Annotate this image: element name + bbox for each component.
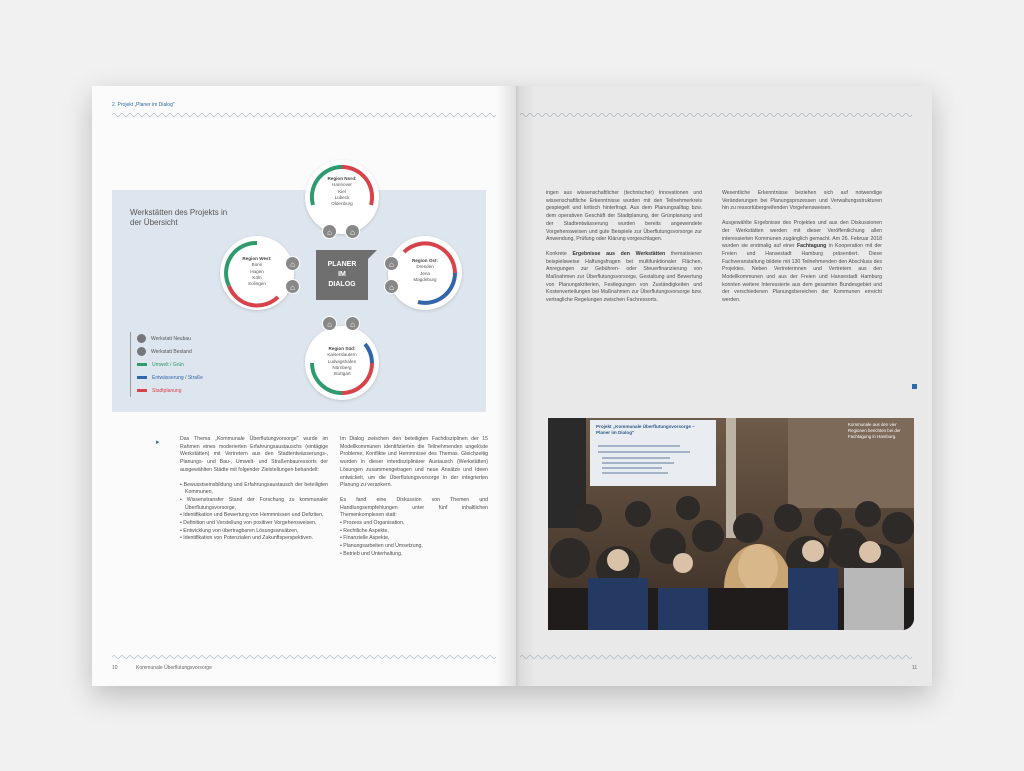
legend-label: Entwässerung / Straße bbox=[152, 374, 203, 381]
list-item: • Entwicklung von übertragbaren Lösungsansätzen, bbox=[180, 528, 328, 536]
legend-item bbox=[137, 358, 203, 371]
legend-swatch bbox=[137, 363, 147, 366]
home-plus-icon: ⌂ bbox=[322, 316, 337, 331]
list-item: • Definition und Verstellung von positiver Vorgehensweisen, bbox=[180, 520, 328, 528]
city: Kiel bbox=[338, 188, 346, 194]
legend-item bbox=[137, 332, 203, 345]
screen-title: Projekt „Kommunale Überflutungsvorsorge – Planer im Dialog" bbox=[596, 424, 695, 435]
home-plus-icon: ⌂ bbox=[285, 256, 300, 271]
legend-label: Stadtplanung bbox=[152, 387, 182, 394]
list-item: • Planungsarbeiten und Umsetzung, bbox=[340, 543, 488, 551]
house-icon: ⌂ bbox=[285, 279, 300, 294]
text-run-bold: Ergebnisse aus den Werkstätten bbox=[572, 250, 666, 257]
house-icon: ⌂ bbox=[345, 316, 360, 331]
list-item: • Identifikation und Bewertung von Hemmnissen und Defiziten, bbox=[180, 512, 328, 520]
region-west bbox=[220, 236, 294, 310]
legend-label: Werkstatt Bestand bbox=[151, 348, 192, 355]
region-text bbox=[315, 346, 369, 377]
paragraph: Im Dialog zwischen den beteiligten Fachdisziplinen der 15 Modellkommunen identifizierten die Teilnehmenden ungelöste Probleme, Konflikte und Hemmnisse des Themas. Gleichzeitig wurden in dieser interdisziplinärer Austausch (Werkstätten) Lösungen zusammengetragen und neue Ansätze und Ideen entwickelt, um die Überflutungsvorsorge in der integrierten Planung zu verankern. bbox=[340, 436, 488, 489]
paragraph bbox=[546, 251, 702, 305]
city: Dresden bbox=[416, 264, 434, 270]
page-number-right: 11 bbox=[912, 665, 918, 671]
legend-item bbox=[137, 345, 203, 358]
city: Hannover bbox=[332, 182, 352, 188]
city: Kaiserslautern bbox=[327, 352, 357, 358]
region-south bbox=[305, 326, 379, 400]
legend-label: Werkstatt Neubau bbox=[151, 335, 191, 342]
list-item: • Rechtliche Aspekte, bbox=[340, 528, 488, 536]
paragraph: ingen aus wissenschaftlicher (technischer) Innovationen und wissenschaftliche Erkenntnisse wurden mit den Teilnehmerkreis gespiegelt und kritisch hinterfragt. Aus dem Planungsalltag bzw. dem operativen Geschäft der Stadtplanung, der Grünplanung und der Stadtentwässerung wurden bereits angewendete Vorgehensweisen und gute Beispiele zur Überflutungsvorsorge zur Anwendung, Prüfung oder Klärung vorgeschlagen. bbox=[546, 190, 702, 243]
paragraph bbox=[722, 220, 882, 305]
center-line: IM bbox=[338, 271, 346, 278]
home-plus-icon bbox=[137, 334, 146, 343]
region-name: Region Ost: bbox=[411, 258, 439, 263]
legend-swatch bbox=[137, 389, 147, 392]
legend-swatch bbox=[137, 376, 147, 379]
right-page bbox=[516, 86, 932, 686]
page-number-left: 10 bbox=[112, 665, 118, 671]
running-head: 2. Projekt „Planer im Dialog" bbox=[112, 102, 175, 108]
footer-title: Kommunale Überflutungsvorsorge bbox=[136, 665, 212, 671]
region-name: Region Nord: bbox=[327, 176, 357, 181]
legend-item bbox=[137, 371, 203, 384]
text-run-bold: Fachtagung bbox=[796, 243, 827, 250]
paragraph: Es fand eine Diskussion von Themen und Handlungsempfehlungen unter fünf inhaltlichen Themenkomplexen statt: bbox=[340, 496, 488, 519]
city: Ludwigshafen bbox=[327, 358, 357, 364]
end-square-icon bbox=[912, 384, 917, 389]
text-run: Konkrete bbox=[546, 250, 573, 257]
intro-paragraph: Das Thema „Kommunale Überflutungvorsorge" wurde im Rahmen eines moderierten Erfahrungsaustauschs (eintägige Werkstätten) mit Vertretern aus den Stadtentwässerungs-, Planungs- und Bau-, Umwelt- und Straßenbauressorts der ausgewählten Städte mit folgender Zielstellungen behandelt: bbox=[180, 436, 328, 473]
region-name: Region West: bbox=[242, 256, 272, 261]
city: Stuttgart bbox=[333, 371, 351, 377]
text-run: in Kooperation mit der Freien und Hansestadt Hamburg präsentiert. Diese Fachveranstaltung bildete mit 130 Teilnehmenden den Abschluss des Projektes. Neben Vertreterinnen und Vertretern aus den Modellkommunen und aus der Freien und Hansestadt Hamburg konnten weitere Interessierte aus dem gesamten Bundesgebiet und der verschiedenen Planungsbereichen der Kommunen erreicht werden. bbox=[722, 243, 882, 304]
right-col-1 bbox=[546, 190, 702, 312]
region-text bbox=[398, 258, 452, 283]
legend bbox=[130, 332, 203, 397]
home-plus-icon: ⌂ bbox=[322, 224, 337, 239]
house-icon bbox=[137, 347, 146, 356]
list-item: • Identifikation von Potenzialen und Zukunftsperspektiven. bbox=[180, 535, 328, 543]
list-item: • Finanzielle Aspekte, bbox=[340, 535, 488, 543]
house-icon: ⌂ bbox=[345, 224, 360, 239]
region-east bbox=[388, 236, 462, 310]
center-line: DIALOG bbox=[328, 281, 356, 288]
panel-title: Werkstätten des Projekts in der Übersicht bbox=[130, 208, 228, 227]
wavy-rule-top bbox=[112, 112, 496, 118]
photo-caption: Kommunale aus den vier Regionen berichten bei der Fachtagung in Hamburg. bbox=[848, 422, 901, 439]
region-text bbox=[230, 256, 284, 287]
city: Magdeburg bbox=[413, 276, 437, 282]
city: Hagen bbox=[250, 268, 264, 274]
wavy-rule-bottom bbox=[112, 654, 496, 660]
right-col-2 bbox=[722, 190, 882, 312]
city: Köln bbox=[252, 274, 262, 280]
region-text bbox=[315, 176, 369, 207]
left-page bbox=[92, 86, 516, 686]
legend-label: Umwelt / Grün bbox=[152, 361, 184, 368]
wavy-rule-top bbox=[520, 112, 914, 118]
text-run: Ausgewählte Ergebnisse des Projektes und aus den Diskussionen der Werkstätten werden mit dieser Veröffentlichung allen interessierten Kommunen zugänglich gemacht. Am 26. Februar 2018 wurden sie erstmalig auf einer bbox=[722, 220, 882, 250]
region-name: Region Süd: bbox=[328, 346, 356, 351]
city: Lübeck bbox=[334, 194, 350, 200]
list-item: • Wissenstransfer Stand der Forschung zu kommunaler Überflutungsvorsorge, bbox=[180, 497, 328, 512]
planer-im-dialog-label bbox=[316, 250, 368, 300]
text-run: thematisieren beispielsweise Haftungsfragen bei multifunktionaler Flächen, Anregungen zur Gebühren- oder Steuerfinanzierung von Maßnahmen zur Überflutungsvorsorge, Gestaltung und Bewertung von Planungskriterien, Festlegungen von Zuständigkeiten und Kostenverteilungen bei Maßnahmen zur Überflutungsvorsorge bzw. vertragliche Regelungen zwischen Fachressorts. bbox=[546, 250, 702, 304]
goals-list bbox=[180, 482, 328, 544]
legend-item bbox=[137, 384, 203, 397]
list-item: • Prozess und Organisation, bbox=[340, 520, 488, 528]
projection-screen bbox=[590, 420, 716, 486]
city: Nürnberg bbox=[332, 364, 352, 370]
left-col-1 bbox=[180, 436, 328, 543]
city: Bonn bbox=[251, 262, 263, 268]
left-col-2 bbox=[340, 436, 488, 559]
conference-photo bbox=[548, 418, 914, 630]
region-north bbox=[305, 160, 379, 234]
center-line: PLANER bbox=[327, 261, 357, 268]
city: Oldenburg bbox=[331, 201, 353, 207]
house-icon: ⌂ bbox=[384, 279, 399, 294]
home-plus-icon: ⌂ bbox=[384, 256, 399, 271]
topics-list bbox=[340, 520, 488, 559]
list-item: • Betrieb und Unterhaltung. bbox=[340, 551, 488, 559]
city: Solingen bbox=[248, 281, 266, 287]
slide-content bbox=[590, 420, 716, 486]
city: Jena bbox=[420, 270, 430, 276]
list-item: • Bewusstseinsbildung und Erfahrungsaustausch der beteiligten Kommunen, bbox=[180, 482, 328, 497]
triangle-marker-icon: ▸ bbox=[156, 439, 160, 446]
wavy-rule-bottom bbox=[520, 654, 914, 660]
brochure-spread bbox=[92, 86, 932, 686]
paragraph: Wesentliche Erkenntnisse beziehen sich auf notwendige Veränderungen bei Planungsprozessen und Verwaltungsstrukturen hin zu ressortübergreifenden Vorgehensweisen. bbox=[722, 190, 882, 212]
